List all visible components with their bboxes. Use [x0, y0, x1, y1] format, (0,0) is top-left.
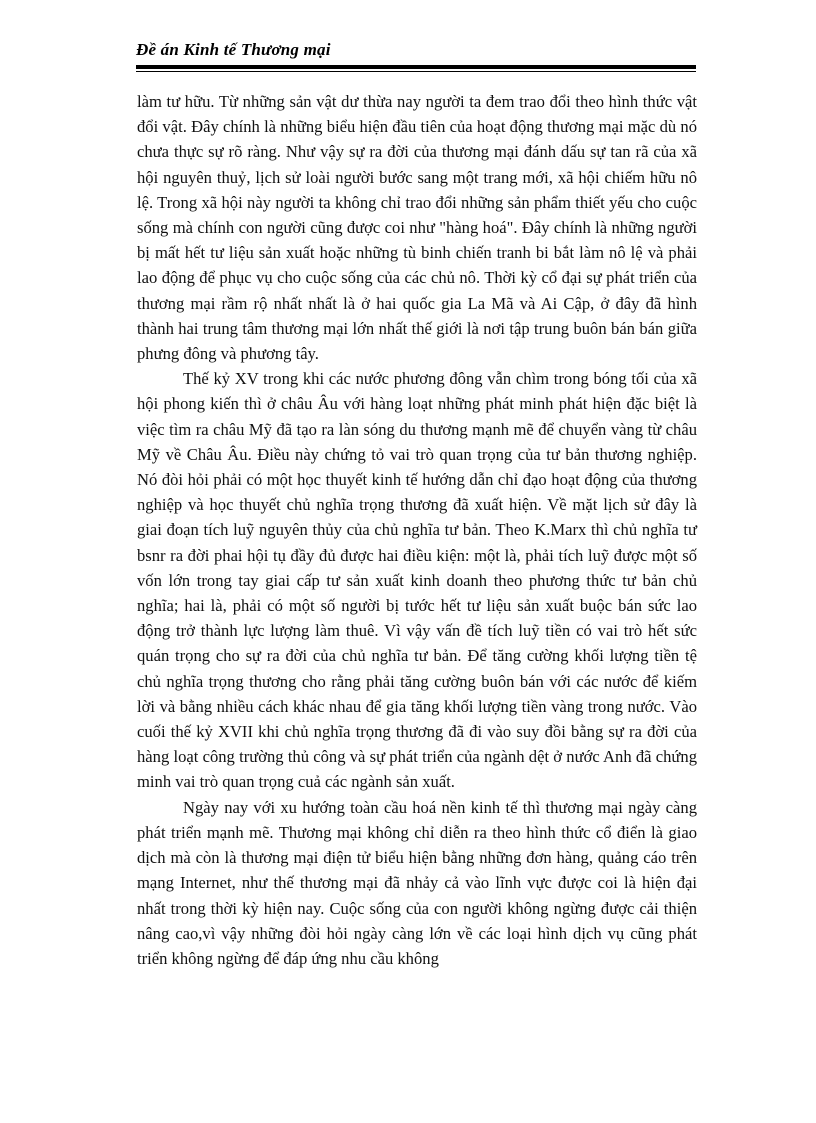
header-title: Đề án Kinh tế Thương mại	[136, 40, 331, 59]
paragraph-1: làm tư hữu. Từ những sản vật dư thừa nay người ta đem trao đổi theo hình thức vật đổi vật. Đây chính là những biểu hiện đầu tiên của hoạt động thương mại mặc dù nó chưa thực sự rõ ràng. Như vậy sự ra đời của thương mại đánh dấu sự tan rã của xã hội nguyên thuỷ, lịch sử loài người bước sang một trang mới, xã hội chiếm hữu nô lệ. Trong xã hội này người ta không chỉ trao đổi những sản phẩm thiết yếu cho cuộc sống mà chính con người cũng được coi như "hàng hoá". Đây chính là những người bị mất hết tư liệu sản xuất hoặc những tù binh chiến tranh bi bắt làm nô lệ và phải lao động để phục vụ cho cuộc sống của các chủ nô. Thời kỳ cổ đại sự phát triển của thương mại rầm rộ nhất nhất là ở hai quốc gia La Mã và Ai Cập, ở đây đã hình thành hai trung tâm thương mại lớn nhất thế giới là nơi tập trung buôn bán bán giữa phưng đông và phương tây.	[137, 92, 697, 364]
document-body	[137, 89, 697, 971]
paragraph-2: Thế kỷ XV trong khi các nước phương đông vẫn chìm trong bóng tối của xã hội phong kiến thì ở châu Âu với hàng loạt những phát minh phát hiện đặc biệt là việc tìm ra châu Mỹ đã tạo ra làn sóng du thương mạnh mẽ để chuyển vàng từ châu Mỹ về Châu Âu. Điều này chứng tỏ vai trò quan trọng của tư bản thương nghiệp. Nó đòi hỏi phải có một học thuyết kinh tế hướng dẫn chỉ đạo hoạt động của thương nghiệp và học thuyết chủ nghĩa trọng thương đã xuất hiện. Về mặt lịch sử đây là giai đoạn tích luỹ nguyên thủy của chủ nghĩa tư bản. Theo K.Marx thì chủ nghĩa tư bsnr ra đời phai hội tụ đầy đủ được hai điều kiện: một là, phải tích luỹ được một số vốn lớn trong tay giai cấp tư sản xuất kinh doanh theo phương thức tư bản chủ nghĩa; hai là, phải có một số người bị tước hết tư liệu sản xuất buộc bán sức lao động trở thành lực lượng làm thuê. Vì vậy vấn đề tích luỹ tiền có vai trò hết sức quán trọng cho sự ra đời của chủ nghĩa tư bản. Để tăng cường khối lượng tiền tệ chủ nghĩa trọng thương cho rằng phải tăng cường buôn bán với các nước để kiếm lời và bằng nhiều cách khác nhau để gia tăng khối lượng tiền vàng trong nước. Vào cuối thế kỷ XVII khi chủ nghĩa trọng thương đã đi vào suy đồi bằng sự ra đời của hàng loạt công trường thủ công và sự phát triển của ngành dệt ở nước Anh đã chứng minh vai trò quan trọng cuả các ngành sản xuất.	[137, 369, 697, 792]
page-header	[136, 40, 696, 60]
header-rule-thick	[136, 65, 696, 69]
paragraph-3: Ngày nay với xu hướng toàn cầu hoá nền kinh tế thì thương mại ngày càng phát triển mạnh mẽ. Thương mại không chỉ diễn ra theo hình thức cổ điển là giao dịch mà còn là thương mại điện tử biểu hiện bằng những đơn hàng, quảng cáo trên mạng Internet, như thế thương mại đã nhảy cả vào lĩnh vực được coi là hiện đại nhất trong thời kỳ hiện nay. Cuộc sống của con người không ngừng được cải thiện nâng cao,vì vậy những đòi hỏi ngày càng lớn về các loại hình dịch vụ cũng phát triển không ngừng để đáp ứng nhu cầu không	[137, 797, 697, 968]
header-rule-thin	[136, 71, 696, 72]
